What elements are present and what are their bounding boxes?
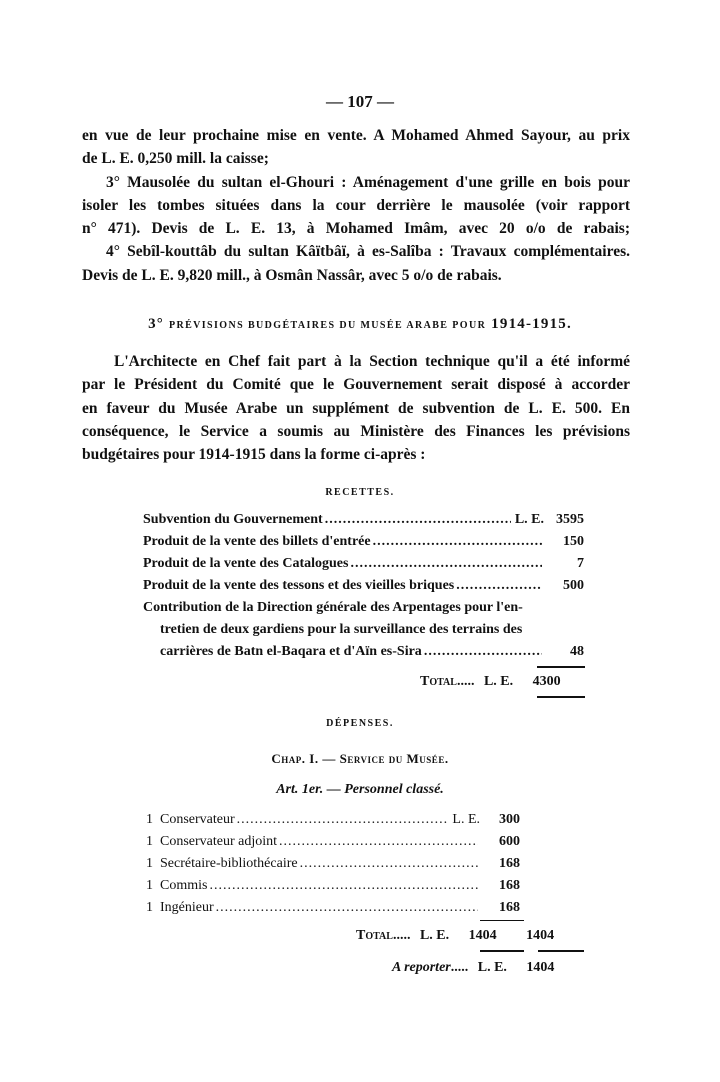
row-label: Conservateur adjoint — [160, 834, 278, 849]
table-row — [143, 534, 584, 550]
total-currency: L. E. — [419, 928, 450, 943]
text-line: en faveur du Musée Arabe un supplément de subvention de L. E. 500. En — [82, 399, 630, 417]
text-line: 3° Mausolée du sultan el-Ghouri : Aménagement d'une grille en bois pour — [106, 173, 630, 191]
report-dots: ..... — [450, 960, 469, 975]
total-label: Total — [420, 674, 457, 689]
section-years: 1914-1915. — [491, 316, 572, 332]
text-line: L'Architecte en Chef fait part à la Section technique qu'il a été informé — [114, 353, 630, 370]
row-amount: 600 — [499, 834, 520, 849]
intro-paragraph — [82, 124, 630, 287]
row-label: Produit de la vente des billets d'entrée — [143, 534, 371, 549]
row-currency: L. E. — [514, 512, 544, 527]
text-line: isoler les tombes situées dans la cour derrière le mausolée (voir rapport — [82, 196, 630, 214]
article-heading: Art. 1er. — Personnel classé. — [276, 782, 444, 797]
row-label: Commis — [160, 878, 208, 893]
row-amount: 168 — [499, 856, 520, 871]
table-row — [160, 644, 584, 660]
row-label: Conservateur — [160, 812, 235, 827]
leader-dots — [216, 900, 478, 916]
table-row — [146, 834, 520, 850]
page-number: — 107 — — [326, 92, 394, 111]
text-line: en vue de leur prochaine mise en vente. A Mohamed Ahmed Sayour, au prix — [82, 127, 630, 144]
chapter-heading: Chap. I. — Service du Musée. — [271, 751, 449, 766]
total-dots: ..... — [456, 674, 475, 689]
leader-dots — [456, 578, 542, 594]
contribution-line: Contribution de la Direction générale des Arpentages pour l'en- — [143, 600, 523, 615]
row-qty: 1 — [146, 856, 153, 871]
recettes-total-row — [420, 674, 561, 690]
row-amount: 300 — [499, 812, 520, 827]
row-qty: 1 — [146, 812, 153, 827]
text-line: par le Président du Comité que le Gouvernement serait disposé à accorder — [82, 376, 630, 394]
section-heading — [0, 316, 720, 333]
leader-dots — [325, 512, 511, 528]
total-rule — [538, 950, 584, 952]
total-dots: ..... — [392, 928, 411, 943]
row-amount: 168 — [499, 878, 520, 893]
total-currency: L. E. — [483, 674, 514, 689]
text-line: Devis de L. E. 9,820 mill., à Osmân Nassâr, avec 5 o/o de rabais. — [82, 266, 502, 284]
total-label: Total — [356, 928, 393, 943]
report-row — [392, 960, 554, 976]
row-currency: L. E. — [452, 812, 480, 827]
leader-dots — [279, 834, 478, 850]
text-line: conséquence, le Service a soumis au Ministère des Finances les prévisions — [82, 422, 630, 440]
row-label: carrières de Batn el-Baqara et d'Aïn es-Sira — [160, 644, 422, 659]
sum-rule — [480, 920, 524, 921]
table-row — [146, 856, 520, 872]
leader-dots — [350, 556, 542, 572]
table-row — [146, 878, 520, 894]
leader-dots — [424, 644, 542, 660]
row-qty: 1 — [146, 834, 153, 849]
total-amount-column: 1404 — [526, 928, 555, 943]
depenses-total-row — [356, 928, 554, 944]
row-amount: 48 — [570, 644, 584, 659]
total-rule — [480, 950, 524, 952]
row-label: Secrétaire-bibliothécaire — [160, 856, 298, 871]
text-line: de L. E. 0,250 mill. la caisse; — [82, 150, 269, 168]
row-label: Produit de la vente des tessons et des vieilles briques — [143, 578, 455, 593]
text-line: n° 471). Devis de L. E. 13, à Mohamed Imâm, avec 20 o/o de rabais; — [82, 220, 630, 238]
leader-dots — [209, 878, 478, 894]
leader-dots — [373, 534, 542, 550]
row-amount: 168 — [499, 900, 520, 915]
row-amount: 7 — [577, 556, 584, 571]
table-row — [146, 812, 520, 828]
report-label: A reporter — [392, 960, 451, 975]
body-paragraph — [82, 350, 630, 466]
text-line: 4° Sebîl-kouttâb du sultan Kâïtbâï, à es-Salîba : Travaux complémentaires. — [106, 243, 630, 261]
total-amount: 4300 — [532, 674, 561, 689]
row-amount: 3595 — [556, 512, 584, 527]
sum-rule — [537, 666, 585, 668]
row-amount: 500 — [563, 578, 584, 593]
contribution-line: tretien de deux gardiens pour la surveillance des terrains des — [160, 622, 523, 637]
report-amount: 1404 — [526, 960, 555, 975]
row-label: Produit de la vente des Catalogues — [143, 556, 349, 571]
section-number: 3° — [148, 316, 164, 332]
depenses-heading: DÉPENSES. — [326, 718, 394, 729]
table-row — [143, 512, 584, 528]
row-label: Subvention du Gouvernement — [143, 512, 323, 527]
table-row — [146, 900, 520, 916]
section-title: PRÉVISIONS BUDGÉTAIRES DU MUSÉE ARABE POUR — [168, 320, 487, 331]
total-rule — [537, 696, 585, 698]
leader-dots — [300, 856, 478, 872]
table-row — [143, 556, 584, 572]
row-label: Ingénieur — [160, 900, 214, 915]
recettes-heading: RECETTES. — [325, 487, 395, 498]
text-line: budgétaires pour 1914-1915 dans la forme ci-après : — [82, 446, 426, 464]
row-qty: 1 — [146, 878, 153, 893]
leader-dots — [237, 812, 449, 828]
table-row — [143, 578, 584, 594]
row-amount: 150 — [563, 534, 584, 549]
report-currency: L. E. — [477, 960, 507, 975]
row-qty: 1 — [146, 900, 153, 915]
total-amount: 1404 — [468, 928, 497, 943]
